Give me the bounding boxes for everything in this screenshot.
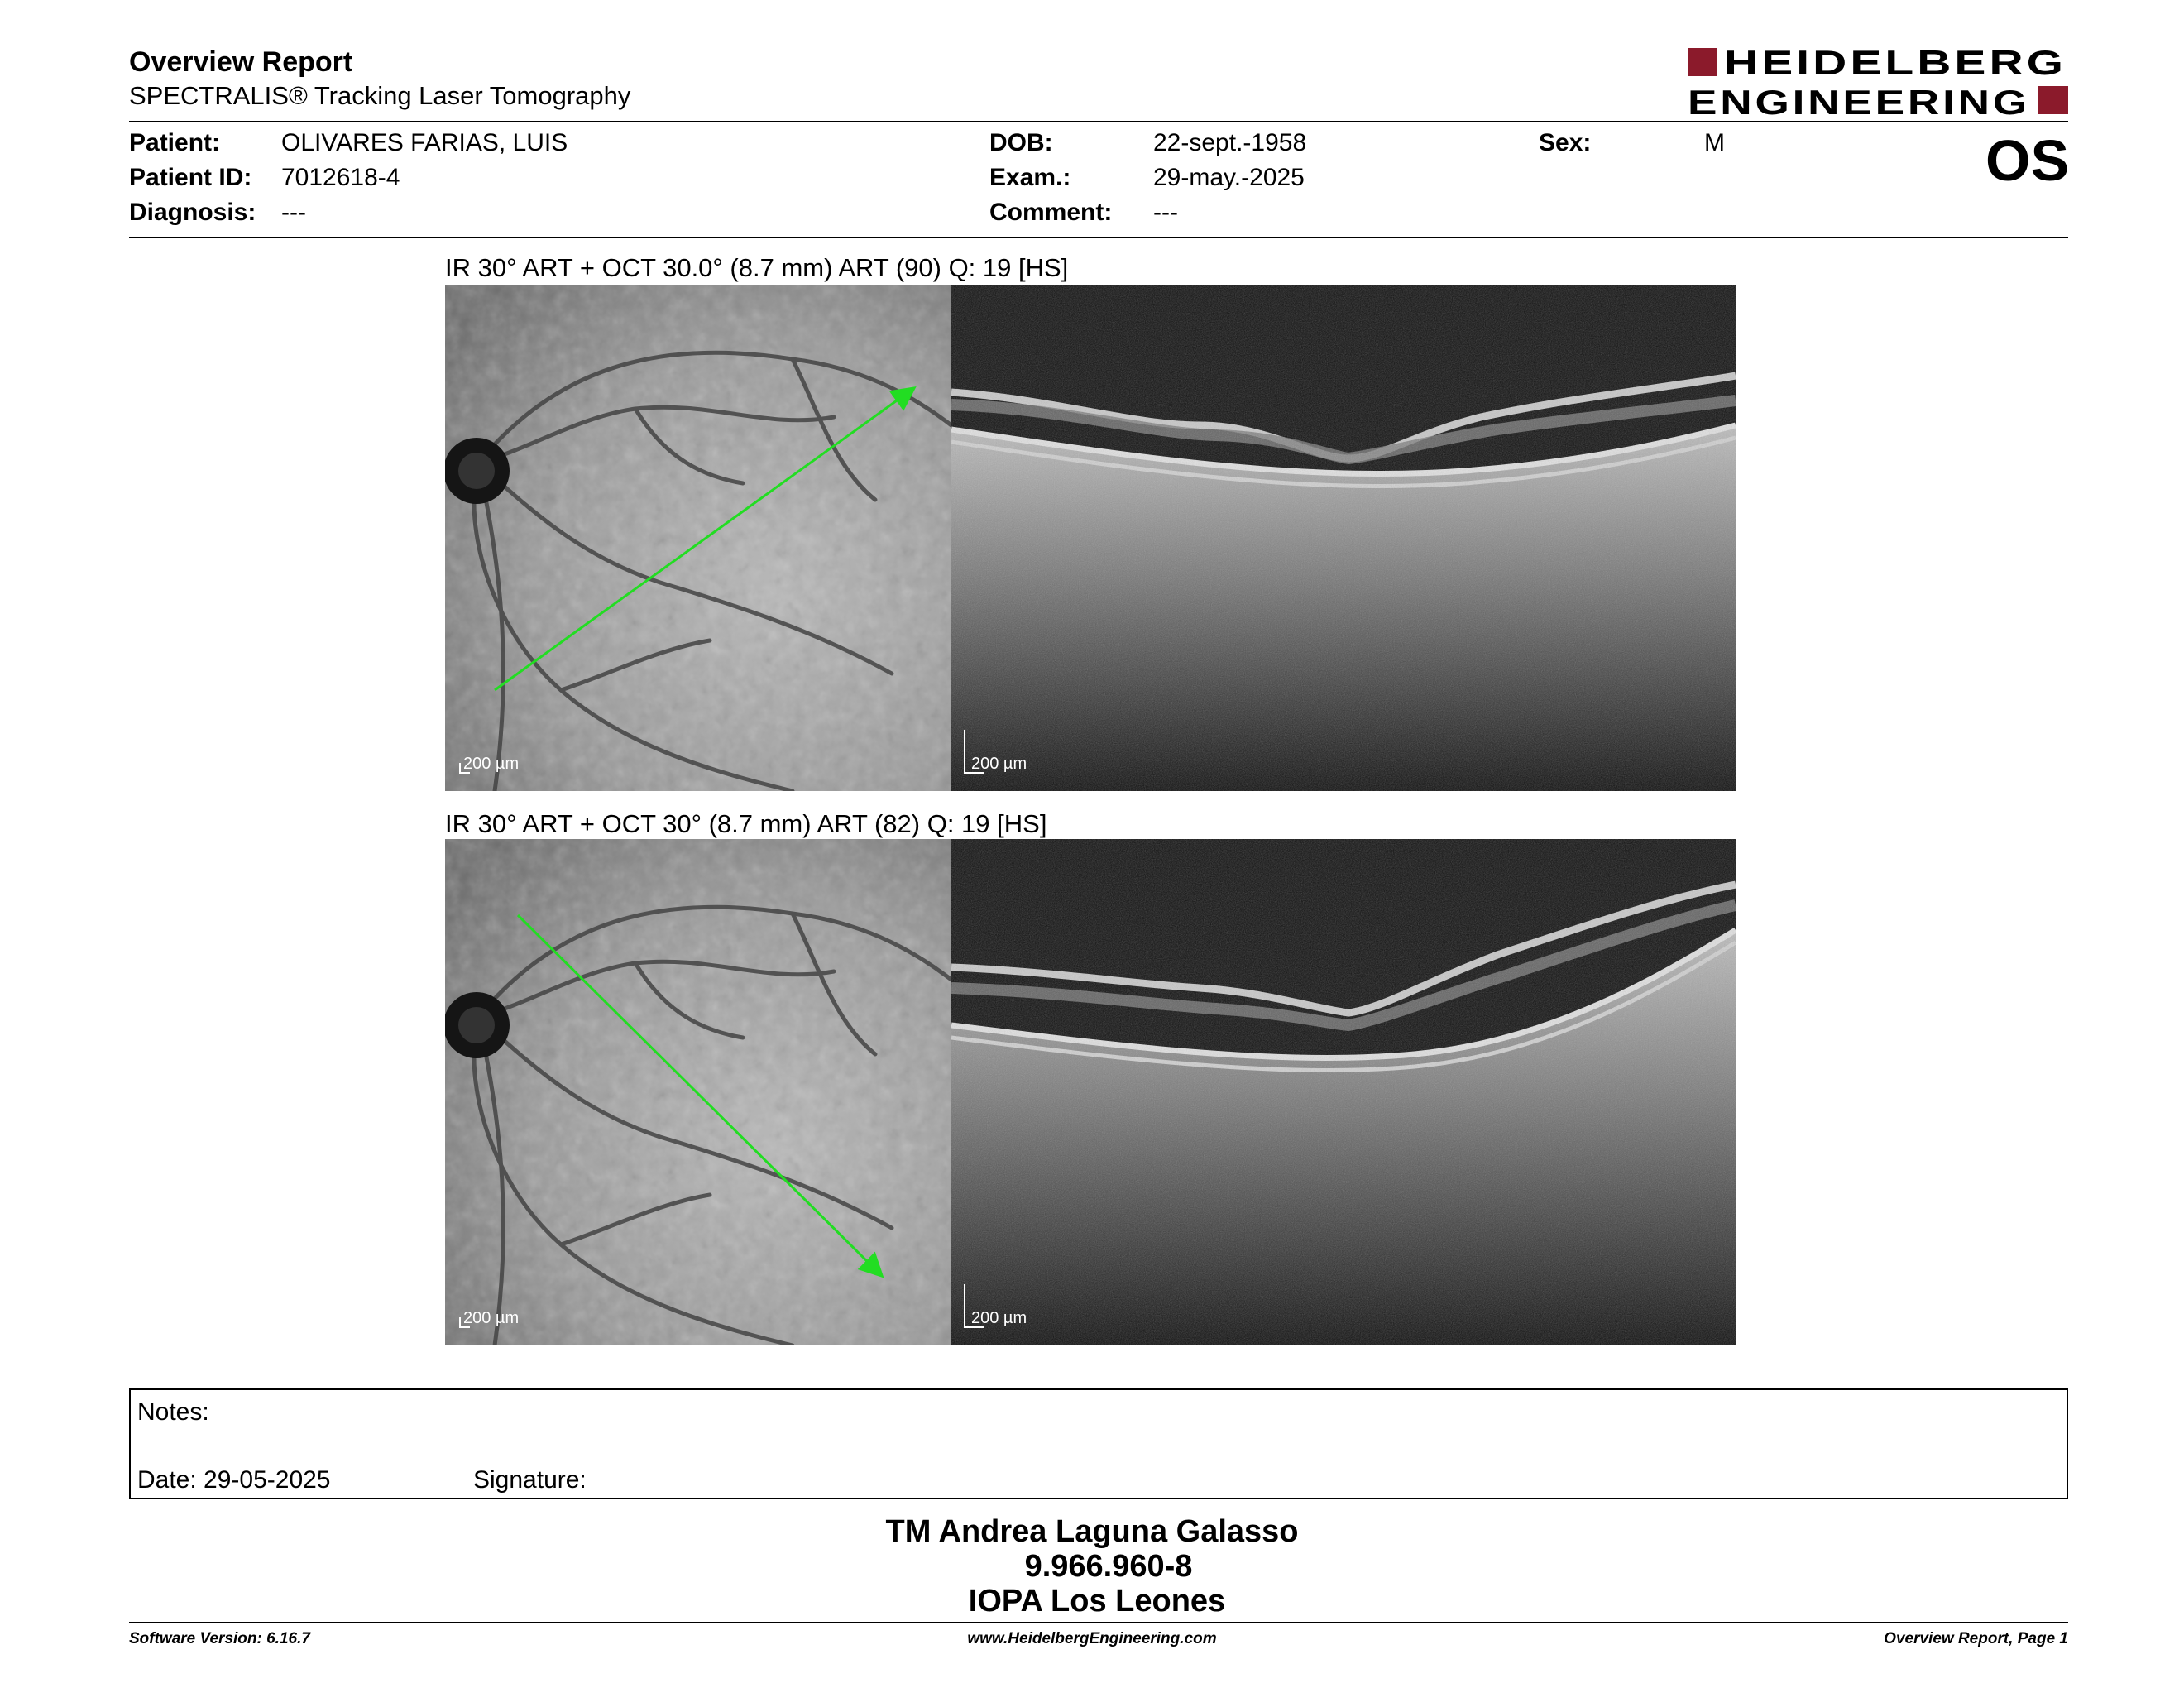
- website-link[interactable]: www.HeidelbergEngineering.com: [967, 1630, 1217, 1647]
- scan1-caption: IR 30° ART + OCT 30.0° (8.7 mm) ART (90) Q: 19 [HS]: [445, 253, 1069, 282]
- page-number: Overview Report, Page 1: [1884, 1630, 2068, 1647]
- exam-label: Exam.:: [989, 164, 1071, 191]
- info-divider: [129, 237, 2068, 238]
- scan2-ir-scale: 200 µm: [463, 1309, 520, 1327]
- report-title: Overview Report: [129, 46, 353, 78]
- signature-label: Signature:: [473, 1466, 587, 1494]
- heidelberg-logo: [1688, 46, 2068, 117]
- scan2-oct-scale: 200 µm: [971, 1309, 1027, 1327]
- patient-name: OLIVARES FARIAS, LUIS: [281, 129, 568, 156]
- stamp-name: TM Andrea Laguna Galasso: [885, 1514, 1299, 1549]
- patient-id-label: Patient ID:: [129, 164, 252, 191]
- diagnosis-value: ---: [281, 199, 306, 226]
- footer-divider: [129, 1622, 2068, 1623]
- scan1-ir-image[interactable]: [445, 285, 951, 791]
- diagnosis-label: Diagnosis:: [129, 199, 256, 226]
- sex-value: M: [1704, 129, 1725, 156]
- dob-value: 22-sept.-1958: [1153, 129, 1307, 156]
- logo-square-top: [1688, 48, 1717, 76]
- scan2-ir-image[interactable]: [445, 839, 951, 1345]
- comment-label: Comment:: [989, 199, 1113, 226]
- notes-label: Notes:: [137, 1398, 209, 1426]
- comment-value: ---: [1153, 199, 1178, 226]
- report-subtitle: SPECTRALIS® Tracking Laser Tomography: [129, 81, 631, 110]
- logo-line2: ENGINEERING: [1688, 83, 2030, 117]
- scan2-caption: IR 30° ART + OCT 30° (8.7 mm) ART (82) Q: 19 [HS]: [445, 809, 1047, 838]
- header-divider: [129, 121, 2068, 122]
- stamp-clinic: IOPA Los Leones: [968, 1584, 1226, 1618]
- scan1-oct-scale: 200 µm: [971, 755, 1027, 773]
- patient-label: Patient:: [129, 129, 221, 156]
- date-label: Date: 29-05-2025: [137, 1466, 331, 1494]
- stamp-rut: 9.966.960-8: [1024, 1549, 1193, 1584]
- logo-line1: HEIDELBERG: [1724, 46, 2067, 82]
- scan1-ir-scale: 200 µm: [463, 755, 520, 773]
- scan1-oct-image[interactable]: [951, 285, 1736, 791]
- sex-label: Sex:: [1539, 129, 1592, 156]
- exam-value: 29-may.-2025: [1153, 164, 1305, 191]
- notes-box[interactable]: [129, 1388, 2068, 1499]
- scan2-oct-image[interactable]: [951, 839, 1736, 1345]
- eye-laterality: OS: [1985, 128, 2070, 193]
- patient-id-value: 7012618-4: [281, 164, 400, 191]
- dob-label: DOB:: [989, 129, 1053, 156]
- logo-square-bottom: [2038, 86, 2068, 114]
- software-version: Software Version: 6.16.7: [129, 1630, 310, 1647]
